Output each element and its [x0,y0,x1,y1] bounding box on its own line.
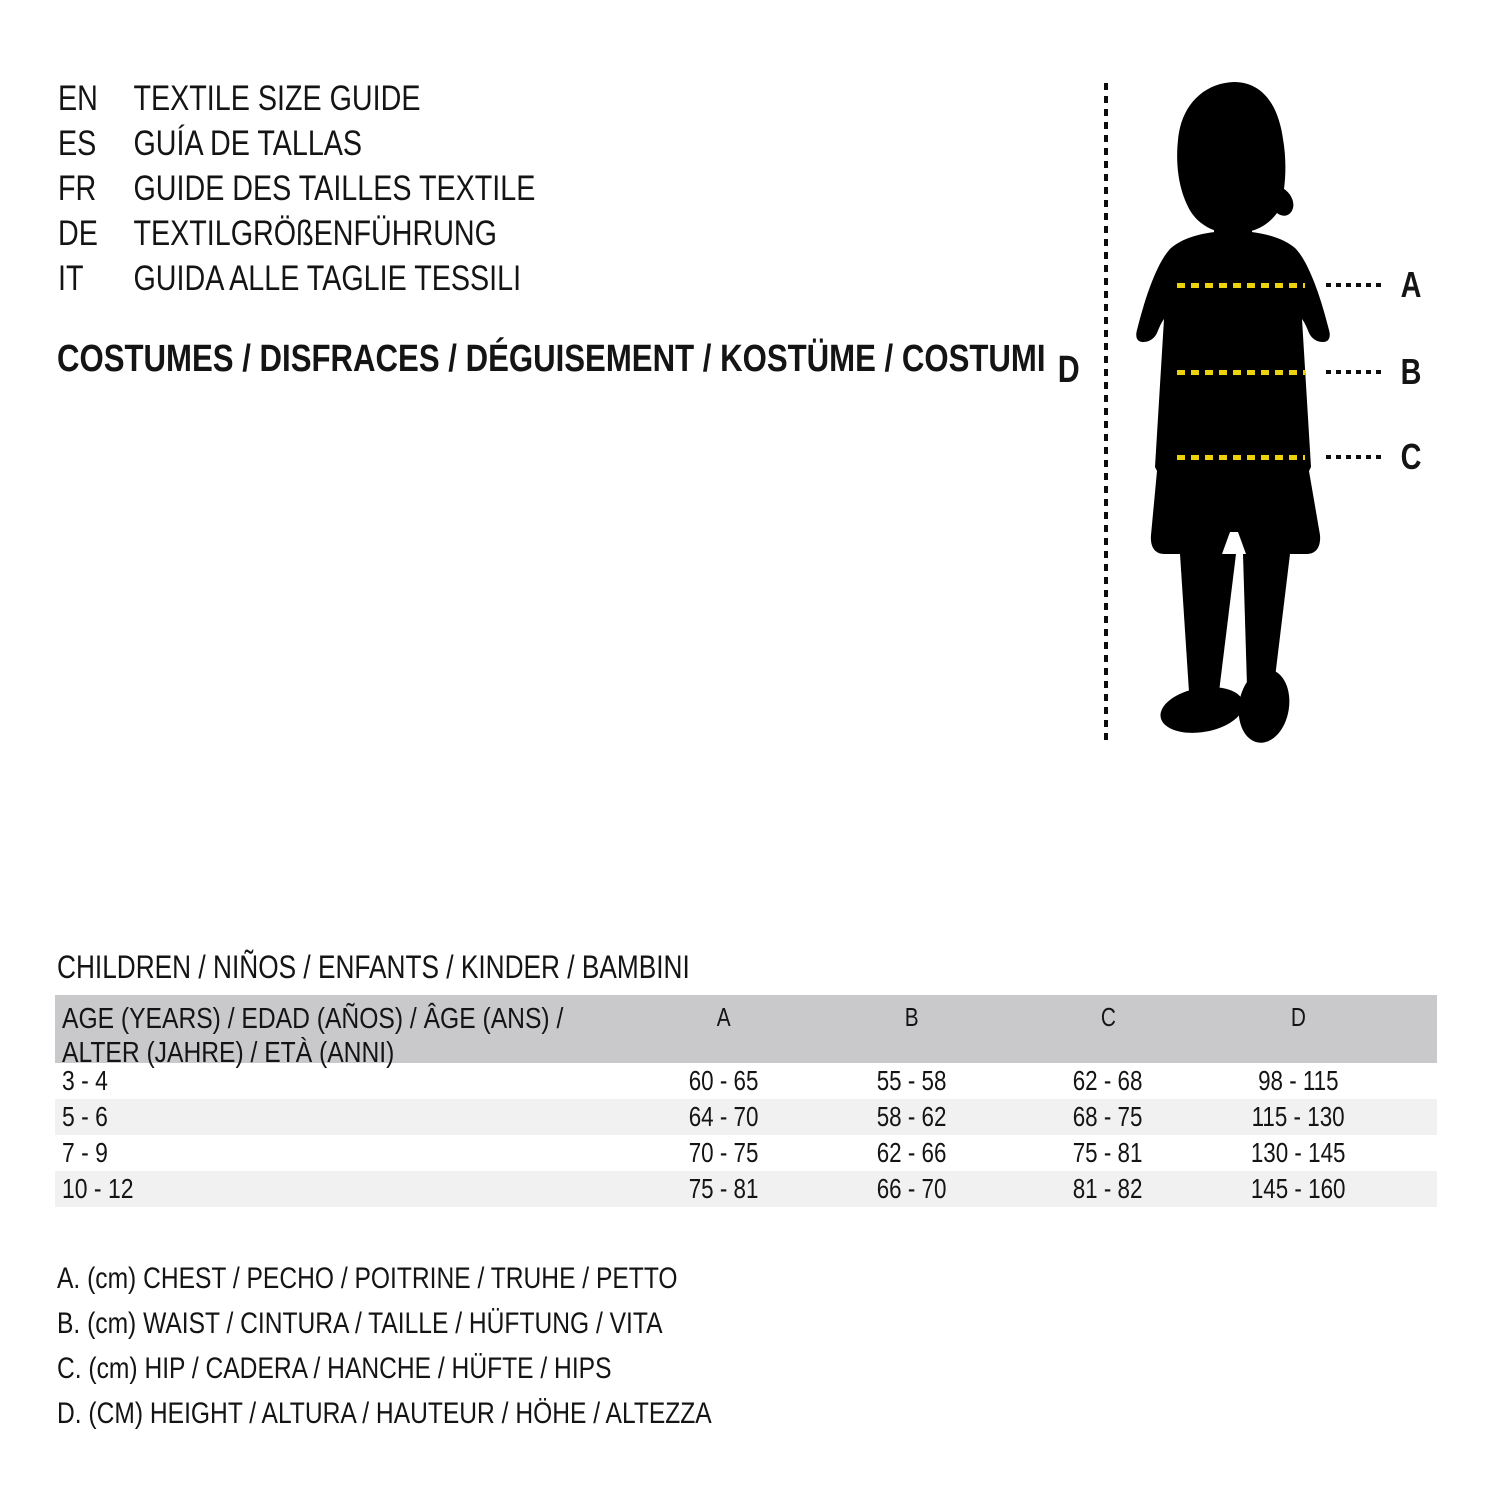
height-cell: 115 - 130 [1251,1101,1345,1132]
size-table [55,995,1437,1207]
chest-cell: 64 - 70 [689,1101,759,1132]
waist-leader-dots [1326,370,1384,374]
column-header-b: B [905,1002,919,1032]
lang-row-fr [58,166,640,211]
table-row [55,1135,1437,1171]
age-column-header: AGE (YEARS) / EDAD (AÑOS) / ÂGE (ANS) / ALTER (JAHRE) / ETÀ (ANNI) [62,1003,564,1069]
lang-label: TEXTILGRÖßENFÜHRUNG [133,214,497,253]
table-row [55,1099,1437,1135]
table-header-row [55,995,1437,1069]
column-header-c: C [1100,1002,1116,1032]
lang-code: IT [58,259,84,298]
hip-measure-line [1177,455,1305,460]
waist-measure-line [1177,370,1305,375]
hip-cell: 62 - 68 [1073,1065,1143,1096]
hip-cell: 68 - 75 [1073,1101,1143,1132]
hip-measure-label: C [1400,436,1422,477]
lang-row-it [58,256,640,301]
table-section-title: CHILDREN / NIÑOS / ENFANTS / KINDER / BAMBINI [57,949,690,985]
waist-cell: 58 - 62 [877,1101,947,1132]
chest-cell: 75 - 81 [689,1173,759,1204]
height-cell: 145 - 160 [1250,1173,1346,1204]
lang-code: DE [58,214,98,253]
height-dashed-line [1104,83,1108,741]
hip-cell: 81 - 82 [1073,1173,1143,1204]
age-cell: 3 - 4 [62,1065,108,1096]
lang-label: GUIDE DES TAILLES TEXTILE [133,169,536,208]
waist-measure-label: B [1400,351,1422,392]
hip-measure-row [1177,437,1429,477]
height-measure-label: D [1058,349,1080,391]
chest-cell: 60 - 65 [689,1065,759,1096]
lang-label: TEXTILE SIZE GUIDE [133,79,421,118]
waist-cell: 55 - 58 [877,1065,947,1096]
hip-cell: 75 - 81 [1073,1137,1143,1168]
language-title-block [58,76,640,301]
age-cell: 10 - 12 [62,1173,134,1204]
height-cell: 98 - 115 [1257,1065,1339,1096]
lang-code: ES [58,124,97,163]
chest-cell: 70 - 75 [689,1137,759,1168]
chest-leader-dots [1326,283,1384,287]
chest-measure-line [1177,283,1305,288]
height-cell: 130 - 145 [1250,1137,1346,1168]
age-cell: 5 - 6 [62,1101,108,1132]
waist-measure-row [1177,352,1429,392]
legend-waist: B. (cm) WAIST / CINTURA / TAILLE / HÜFTUNG / VITA [57,1307,663,1340]
waist-cell: 66 - 70 [877,1173,947,1204]
chest-measure-row [1177,265,1429,305]
lang-row-es [58,121,640,166]
category-line-text: COSTUMES / DISFRACES / DÉGUISEMENT / KOSTÜME / COSTUMI [57,338,1046,380]
hip-leader-dots [1326,455,1384,459]
legend-hip: C. (cm) HIP / CADERA / HANCHE / HÜFTE / HIPS [57,1352,612,1385]
lang-code: EN [58,79,98,118]
lang-label: GUÍA DE TALLAS [133,124,363,163]
column-header-d: D [1290,1002,1306,1032]
table-row [55,1171,1437,1207]
chest-measure-label: A [1400,264,1422,305]
column-header-a: A [717,1002,731,1032]
waist-cell: 62 - 66 [877,1137,947,1168]
lang-row-en [58,76,640,121]
measurement-legend [57,1256,855,1436]
child-silhouette [1128,80,1352,744]
lang-label: GUIDA ALLE TAGLIE TESSILI [133,259,522,298]
age-cell: 7 - 9 [62,1137,108,1168]
lang-row-de [58,211,640,256]
lang-code: FR [58,169,97,208]
legend-chest: A. (cm) CHEST / PECHO / POITRINE / TRUHE / PETTO [57,1262,678,1295]
legend-height: D. (CM) HEIGHT / ALTURA / HAUTEUR / HÖHE / ALTEZZA [57,1397,712,1430]
